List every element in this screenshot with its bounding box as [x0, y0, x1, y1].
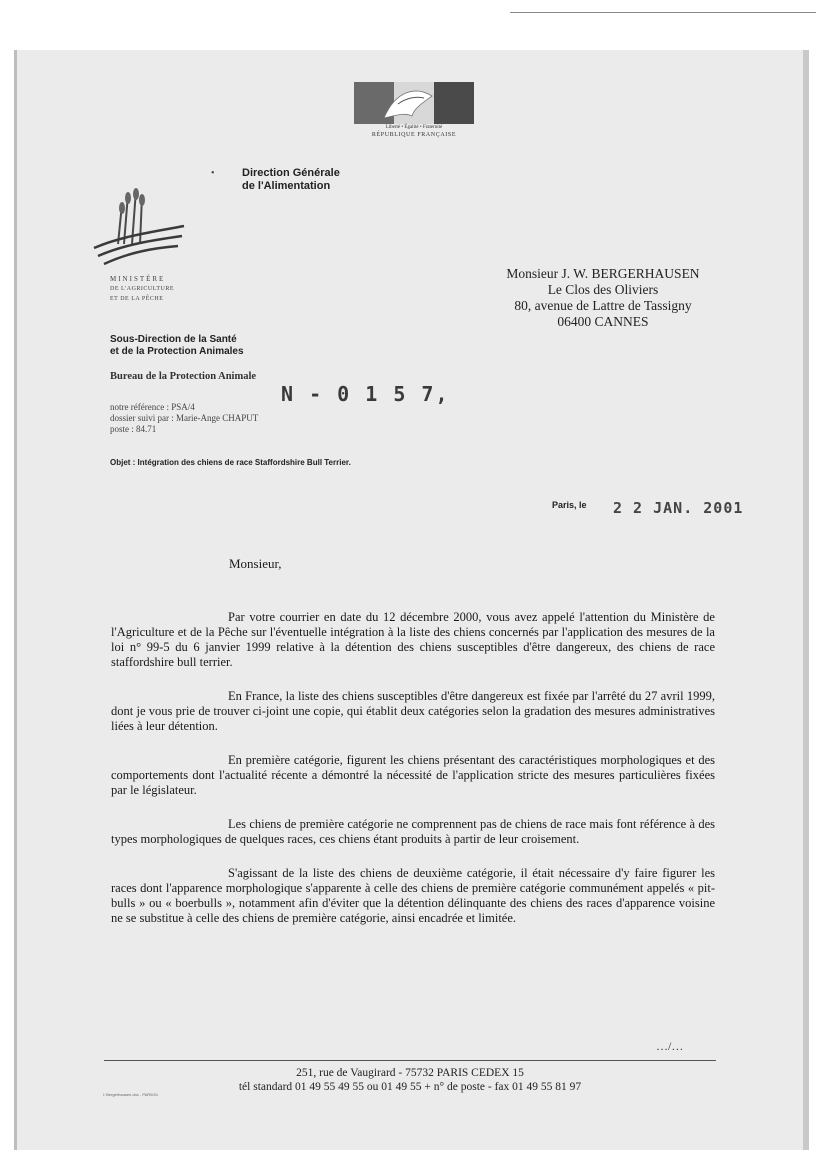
footer-phone: tél standard 01 49 55 49 55 ou 01 49 55 + n° de poste - fax 01 49 55 81 97: [238, 1081, 582, 1093]
ministry-wheat-logo-icon: [92, 186, 187, 266]
recipient-line-3: 80, avenue de Lattre de Tassigny: [514, 298, 692, 313]
continuation-mark: …/…: [656, 1039, 684, 1053]
ministry-line-2: DE L'AGRICULTURE: [110, 286, 175, 292]
date-stamp: 2 2 JAN. 2001: [613, 499, 744, 517]
direction-line-2: de l'Alimentation: [242, 180, 331, 192]
salutation: Monsieur,: [229, 556, 282, 571]
top-edge-line: [510, 12, 816, 13]
recipient-line-4: 06400 CANNES: [557, 314, 649, 329]
paragraph: Par votre courrier en date du 12 décembre 2000, vous avez appelé l'attention du Ministère de l'Agriculture et de la Pêche sur l'éventuelle intégration à la liste des chiens concernés par l'application des mesures de la loi n° 99-5 du 6 janvier 1999 relative à la détention des chiens susceptibles d'être dangereux, des chiens de race staffordshire bull terrier.: [111, 610, 715, 669]
poste-line: poste : 84.71: [110, 424, 157, 434]
recipient-name: Monsieur J. W. BERGERHAUSEN: [506, 266, 700, 281]
ministry-line-1: MINISTÈRE: [110, 275, 166, 283]
paragraph: Les chiens de première catégorie ne comprennent pas de chiens de race mais font référence à des types morphologiques de quelques races, ces chiens étant produits à partir de leur croisement.: [111, 817, 715, 846]
paragraph: En France, la liste des chiens susceptibles d'être dangereux est fixée par l'arrêté du 27 avril 1999, dont je vous prie de trouver ci-joint une copie, qui établit deux catégories selon la gradation des mesures administratives liées à leur détention.: [111, 689, 715, 733]
reference-line: notre référence : PSA/4: [110, 402, 195, 412]
ministry-line-3: ET DE LA PÊCHE: [110, 296, 164, 302]
subject-line: Objet : Intégration des chiens de race Staffordshire Bull Terrier.: [110, 458, 351, 467]
ministry-name: [110, 274, 174, 304]
direction-generale: [242, 167, 340, 193]
direction-line-1: Direction Générale: [242, 167, 340, 179]
paragraph: En première catégorie, figurent les chiens présentant des caractéristiques morphologiques et des comportements dont l'actualité récente a démontré la nécessité de l'application stricte des mesures particulières fixées par le législateur.: [111, 753, 715, 797]
paragraph: S'agissant de la liste des chiens de deuxième catégorie, il était nécessaire d'y faire figurer les races dont l'apparence morphologique s'apparente à celle des chiens de première catégorie communément appelés « pit-bulls » ou « boerbulls », notamment afin d'éviter que la détention délinquante des chiens des races d'apparence voisine ne se substitue à celle des chiens de première catégorie, ainsi encadrée et limitée.: [111, 866, 715, 925]
footer-divider: [104, 1060, 716, 1061]
bureau-name: Bureau de la Protection Animale: [110, 371, 257, 382]
dossier-line: dossier suivi par : Marie-Ange CHAPUT: [110, 413, 259, 423]
footer: [104, 1066, 716, 1094]
emblem-republic: RÉPUBLIQUE FRANÇAISE: [371, 132, 457, 138]
sous-direction-line-2: et de la Protection Animales: [110, 346, 244, 357]
reference-block: [110, 402, 258, 435]
emblem-caption: [354, 124, 474, 139]
emblem-motto: Liberté • Égalité • Fraternité: [385, 125, 443, 130]
reference-number-stamp: N - 0 1 5 7,: [281, 382, 450, 406]
date-label: Paris, le: [552, 500, 587, 510]
bullet-dot: •: [211, 168, 215, 179]
recipient-address: [488, 266, 718, 330]
recipient-line-2: Le Clos des Oliviers: [547, 282, 659, 297]
letter-body: [111, 610, 715, 945]
footer-address: 251, rue de Vaugirard - 75732 PARIS CEDEX 15: [296, 1067, 524, 1079]
sous-direction-line-1: Sous-Direction de la Santé: [110, 334, 237, 345]
sous-direction: [110, 334, 244, 358]
file-reference: l: Bergerhausen.doc - PAR5/01: [103, 1092, 159, 1097]
